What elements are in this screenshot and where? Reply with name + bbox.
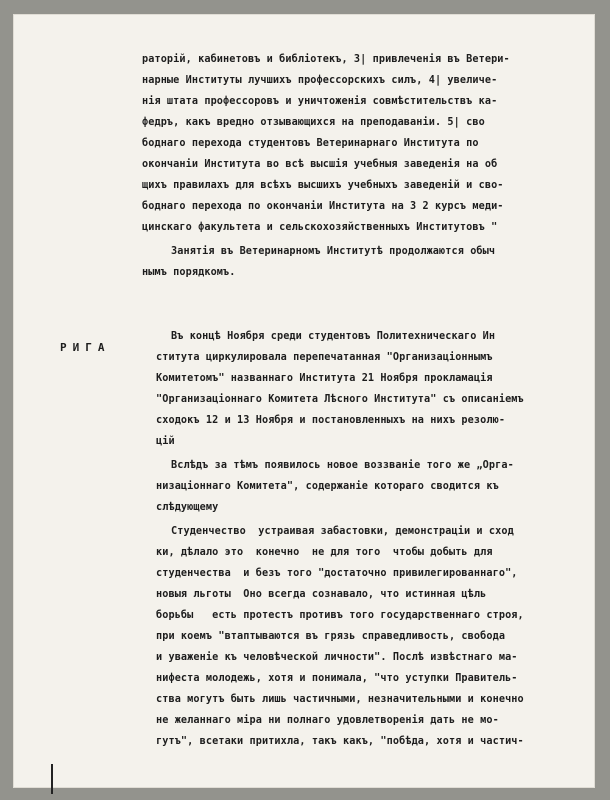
- text-line: Занятія въ Ветеринарномъ Институтѣ продолжаются обыч: [171, 246, 496, 257]
- text-line: студенчества и безъ того "достаточно привилегированнаго",: [156, 568, 518, 579]
- text-line: при коемъ "втаптываются въ грязь справедливость, свобода: [156, 631, 506, 642]
- text-line: Вслѣдъ за тѣмъ появилось новое воззваніе того же „Орга-: [171, 460, 514, 471]
- text-line: Комитетомъ" названнаго Института 21 Ноября прокламація: [156, 373, 493, 384]
- text-line: Студенчество устраивая забастовки, демонстраціи и сход: [171, 526, 514, 537]
- text-line: и уваженіе къ человѣческой личности". Послѣ извѣстнаго ма-: [156, 652, 518, 663]
- document-page: [13, 14, 595, 788]
- text-line: цій: [156, 436, 175, 447]
- text-line: слѣдующему: [156, 502, 219, 513]
- text-line: "Организаціоннаго Комитета Лѣсного Института" съ описаніемъ: [156, 394, 524, 405]
- text-line: ки, дѣлало это конечно не для того чтобы добыть для: [156, 547, 493, 558]
- text-line: не желаннаго міра ни полнаго удовлетворенія дать не мо-: [156, 715, 499, 726]
- text-line: нымъ порядкомъ.: [142, 267, 236, 278]
- text-line: цинскаго факультета и сельскохозяйственныхъ Институтовъ ": [142, 222, 498, 233]
- text-line: борьбы есть протестъ противъ того государственнаго строя,: [156, 610, 524, 621]
- text-line: ститута циркулировала перепечатанная "Организаціоннымъ: [156, 352, 493, 363]
- text-line: низаціоннаго Комитета", содержаніе котораго сводится къ: [156, 481, 499, 492]
- text-line: щихъ правилахъ для всѣхъ высшихъ учебныхъ заведеній и сво-: [142, 180, 504, 191]
- text-line: боднаго перехода по окончаніи Института на 3 2 курсъ меди-: [142, 201, 504, 212]
- text-line: сходокъ 12 и 13 Ноября и постановленныхъ на нихъ резолю-: [156, 415, 506, 426]
- text-line: нія штата профессоровъ и уничтоженія совмѣстительствъ ка-: [142, 96, 498, 107]
- text-line: нарные Институты лучшихъ профессорскихъ силъ, 4| увеличе-: [142, 75, 498, 86]
- text-line: раторій, кабинетовъ и библіотекъ, 3| привлеченія въ Ветери-: [142, 54, 510, 65]
- text-line: федръ, какъ вредно отзывающихся на преподаваніи. 5| сво: [142, 117, 485, 128]
- margin-mark: [51, 764, 53, 794]
- text-line: боднаго перехода студентовъ Ветеринарнаго Института по: [142, 138, 479, 149]
- text-line: гутъ", всетаки притихла, такъ какъ, "побѣда, хотя и частич-: [156, 736, 524, 747]
- text-line: окончаніи Института во всѣ высшія учебныя заведенія на об: [142, 159, 498, 170]
- text-line: Въ концѣ Ноября среди студентовъ Политехническаго Ин: [171, 331, 496, 342]
- margin-heading-riga: РИГА: [60, 341, 111, 354]
- text-line: нифеста молодежь, хотя и понимала, "что уступки Правитель-: [156, 673, 518, 684]
- text-line: ства могутъ быть лишь частичными, незначительными и конечно: [156, 694, 524, 705]
- text-line: новыя льготы Оно всегда сознавало, что истинная цѣль: [156, 589, 487, 600]
